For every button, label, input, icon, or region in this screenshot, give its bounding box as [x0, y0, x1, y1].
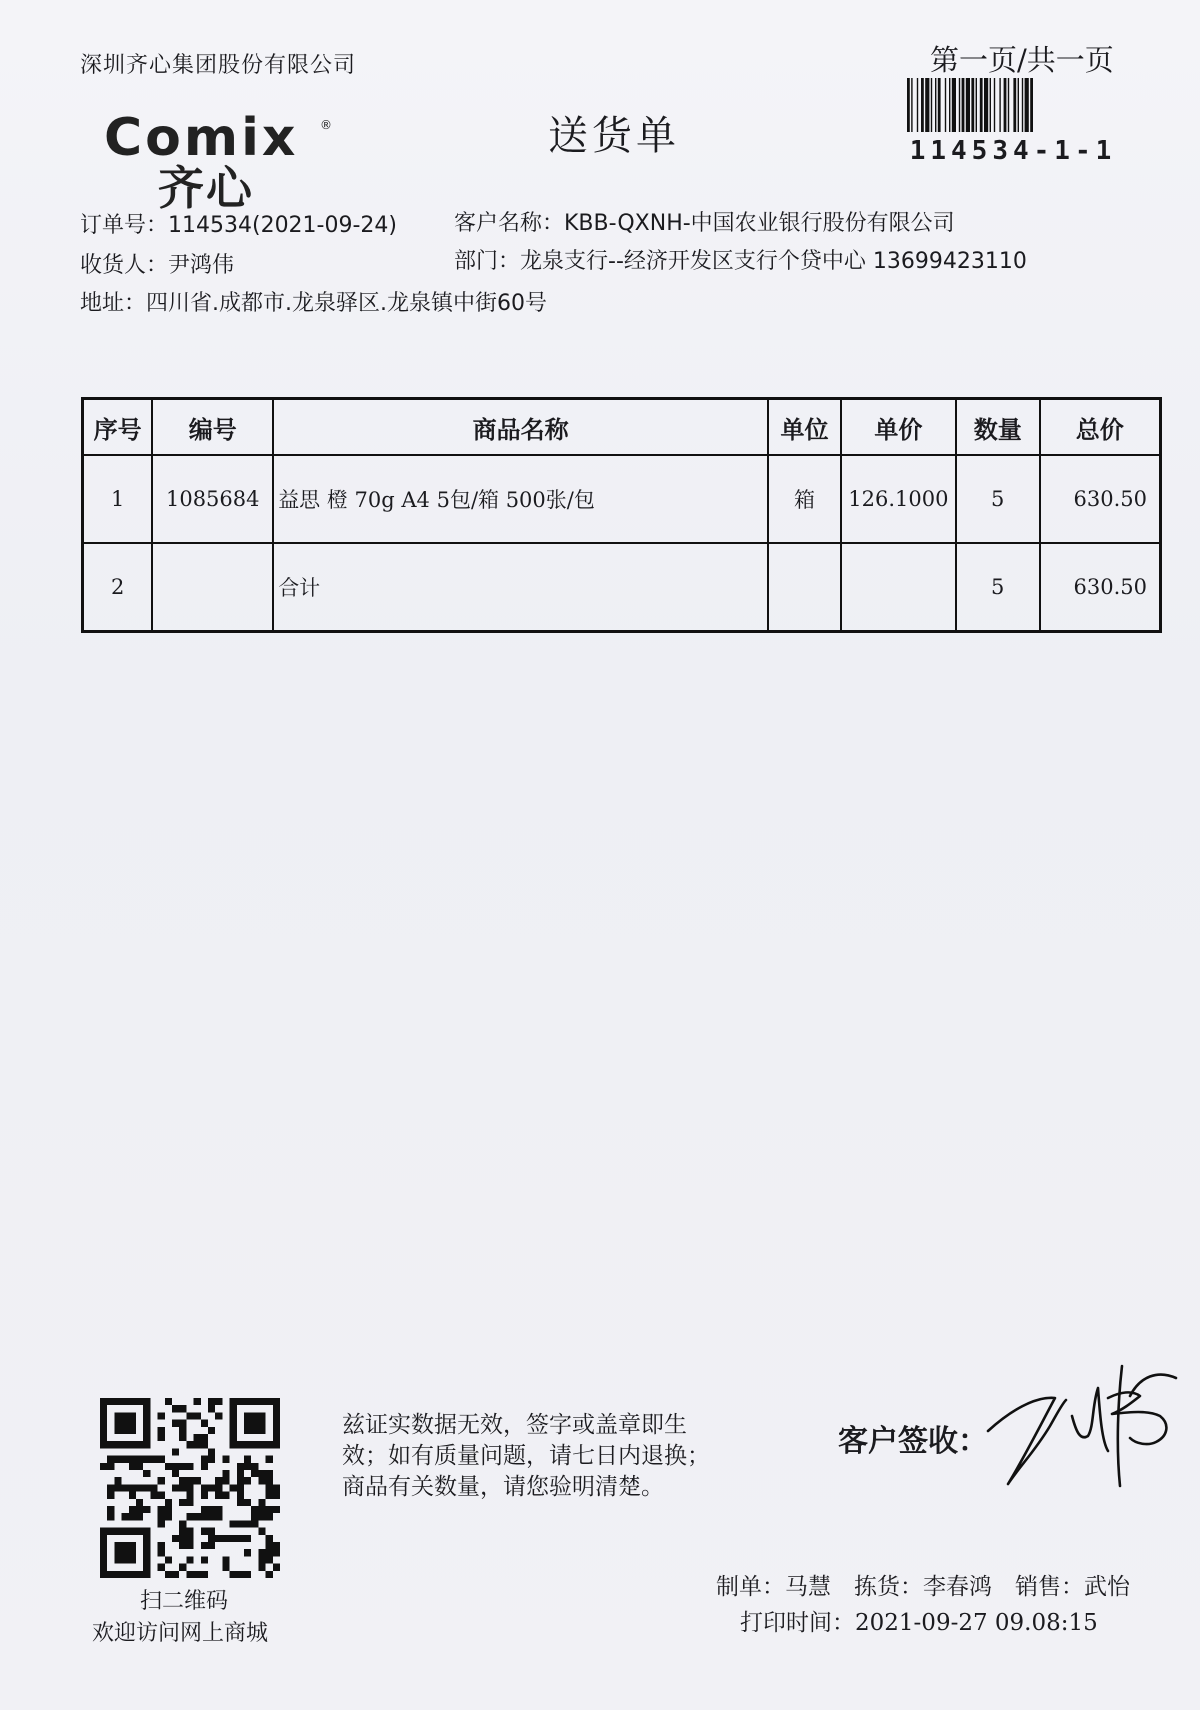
table-row-total	[83, 543, 1161, 632]
logo-chinese: 齐心	[158, 161, 254, 215]
cell-code: 1085684	[152, 455, 273, 543]
header-total: 总价	[1040, 399, 1161, 456]
items-table	[81, 397, 1162, 633]
notice-line: 效；如有质量问题，请七日内退换；	[342, 1443, 710, 1469]
cell-unit-price	[841, 543, 956, 632]
customer-signature-label: 客户签收：	[838, 1424, 988, 1459]
header-code: 编号	[152, 399, 273, 456]
header-quantity: 数量	[956, 399, 1040, 456]
receiver-name: 收货人：尹鸿伟	[80, 253, 235, 278]
cell-code	[152, 543, 273, 632]
staff-info: 制单：马慧 拣货：李春鸿 销售：武怡	[716, 1574, 1130, 1600]
cell-unit	[768, 543, 841, 632]
comix-logo: Comix	[104, 108, 299, 168]
company-name: 深圳齐心集团股份有限公司	[80, 53, 357, 78]
header-unit-price: 单价	[841, 399, 956, 456]
cell-seq: 2	[83, 543, 153, 632]
header-unit: 单位	[768, 399, 841, 456]
header-seq: 序号	[83, 399, 153, 456]
cell-total: 630.50	[1040, 455, 1161, 543]
qr-caption-shop: 欢迎访问网上商城	[92, 1621, 269, 1646]
customer-name: 客户名称：KBB-QXNH-中国农业银行股份有限公司	[454, 211, 955, 236]
order-number: 订单号：114534(2021-09-24)	[80, 213, 398, 238]
notice-line: 商品有关数量，请您验明清楚。	[342, 1474, 664, 1500]
qr-code-icon	[100, 1398, 280, 1578]
cell-unit-price: 126.1000	[841, 455, 956, 543]
cell-total: 630.50	[1040, 543, 1161, 632]
barcode-image	[906, 78, 1120, 132]
cell-product-name: 益思 橙 70g A4 5包/箱 500张/包	[273, 455, 768, 543]
page-indicator: 第一页/共一页	[930, 43, 1114, 77]
qr-caption: 扫二维码	[140, 1589, 229, 1614]
handwritten-signature	[980, 1356, 1190, 1496]
barcode-number: 114534-1-1	[909, 136, 1117, 166]
cell-quantity: 5	[956, 455, 1040, 543]
address: 地址：四川省.成都市.龙泉驿区.龙泉镇中街60号	[80, 291, 547, 316]
cell-sum-label: 合计	[273, 543, 768, 632]
department: 部门：龙泉支行--经济开发区支行个贷中心 13699423110	[454, 249, 1027, 274]
notice-line: 兹证实数据无效，签字或盖章即生	[342, 1412, 687, 1438]
cell-unit: 箱	[768, 455, 841, 543]
document-title: 送货单	[548, 113, 680, 159]
header-product-name: 商品名称	[273, 399, 768, 456]
table-header-row	[83, 399, 1161, 456]
cell-quantity: 5	[956, 543, 1040, 632]
print-time: 打印时间：2021-09-27 09.08:15	[740, 1610, 1098, 1636]
notice-text	[342, 1410, 742, 1503]
registered-mark: ®	[320, 118, 332, 132]
cell-seq: 1	[83, 455, 153, 543]
table-row	[83, 455, 1161, 543]
